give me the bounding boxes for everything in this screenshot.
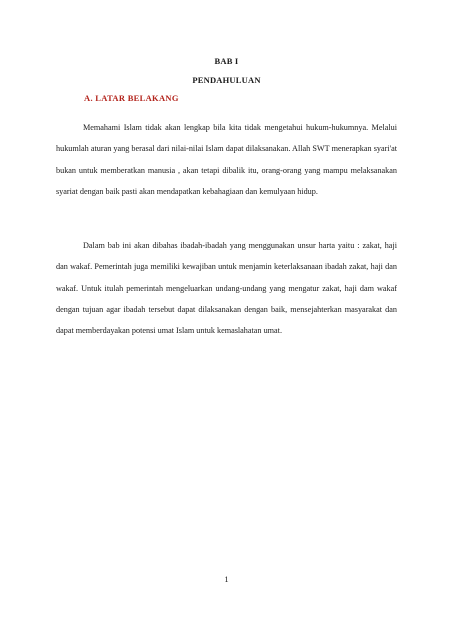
page-number: 1: [224, 574, 229, 584]
chapter-title: PENDAHULUAN: [192, 75, 261, 85]
paragraph-2: [56, 235, 397, 341]
section-heading: A. LATAR BELAKANG: [84, 93, 179, 103]
paragraph-2-text: Dalam bab ini akan dibahas ibadah-ibadah yang menggunakan unsur harta yaitu : zakat, haji dan wakaf. Pemerintah juga memiliki kewajiban untuk menjamin keterlaksanaan ibadah zakat, haji dan wakaf. Untuk itulah pemerintah mengeluarkan undang-undang yang mengatur zakat, haji dam wakaf dengan tujuan agar ibadah tersebut dapat dilaksanakan dengan baik, mensejahterkan masyarakat dan dapat memberdayakan potensi umat Islam untuk kemaslahatan umat.: [56, 241, 397, 336]
chapter-label: BAB I: [214, 56, 239, 66]
paragraph-1: [56, 117, 397, 202]
paragraph-1-text: Memahami Islam tidak akan lengkap bila kita tidak mengetahui hukum-hukumnya. Melalui hukumlah aturan yang berasal dari nilai-nilai Islam dapat dilaksanakan. Allah SWT menerapkan syari'at bukan untuk memberatkan manusia , akan tetapi dibalik itu, orang-orang yang mampu melaksanakan syariat dengan baik pasti akan mendapatkan kebahagiaan dan kemulyaan hidup.: [56, 123, 397, 196]
